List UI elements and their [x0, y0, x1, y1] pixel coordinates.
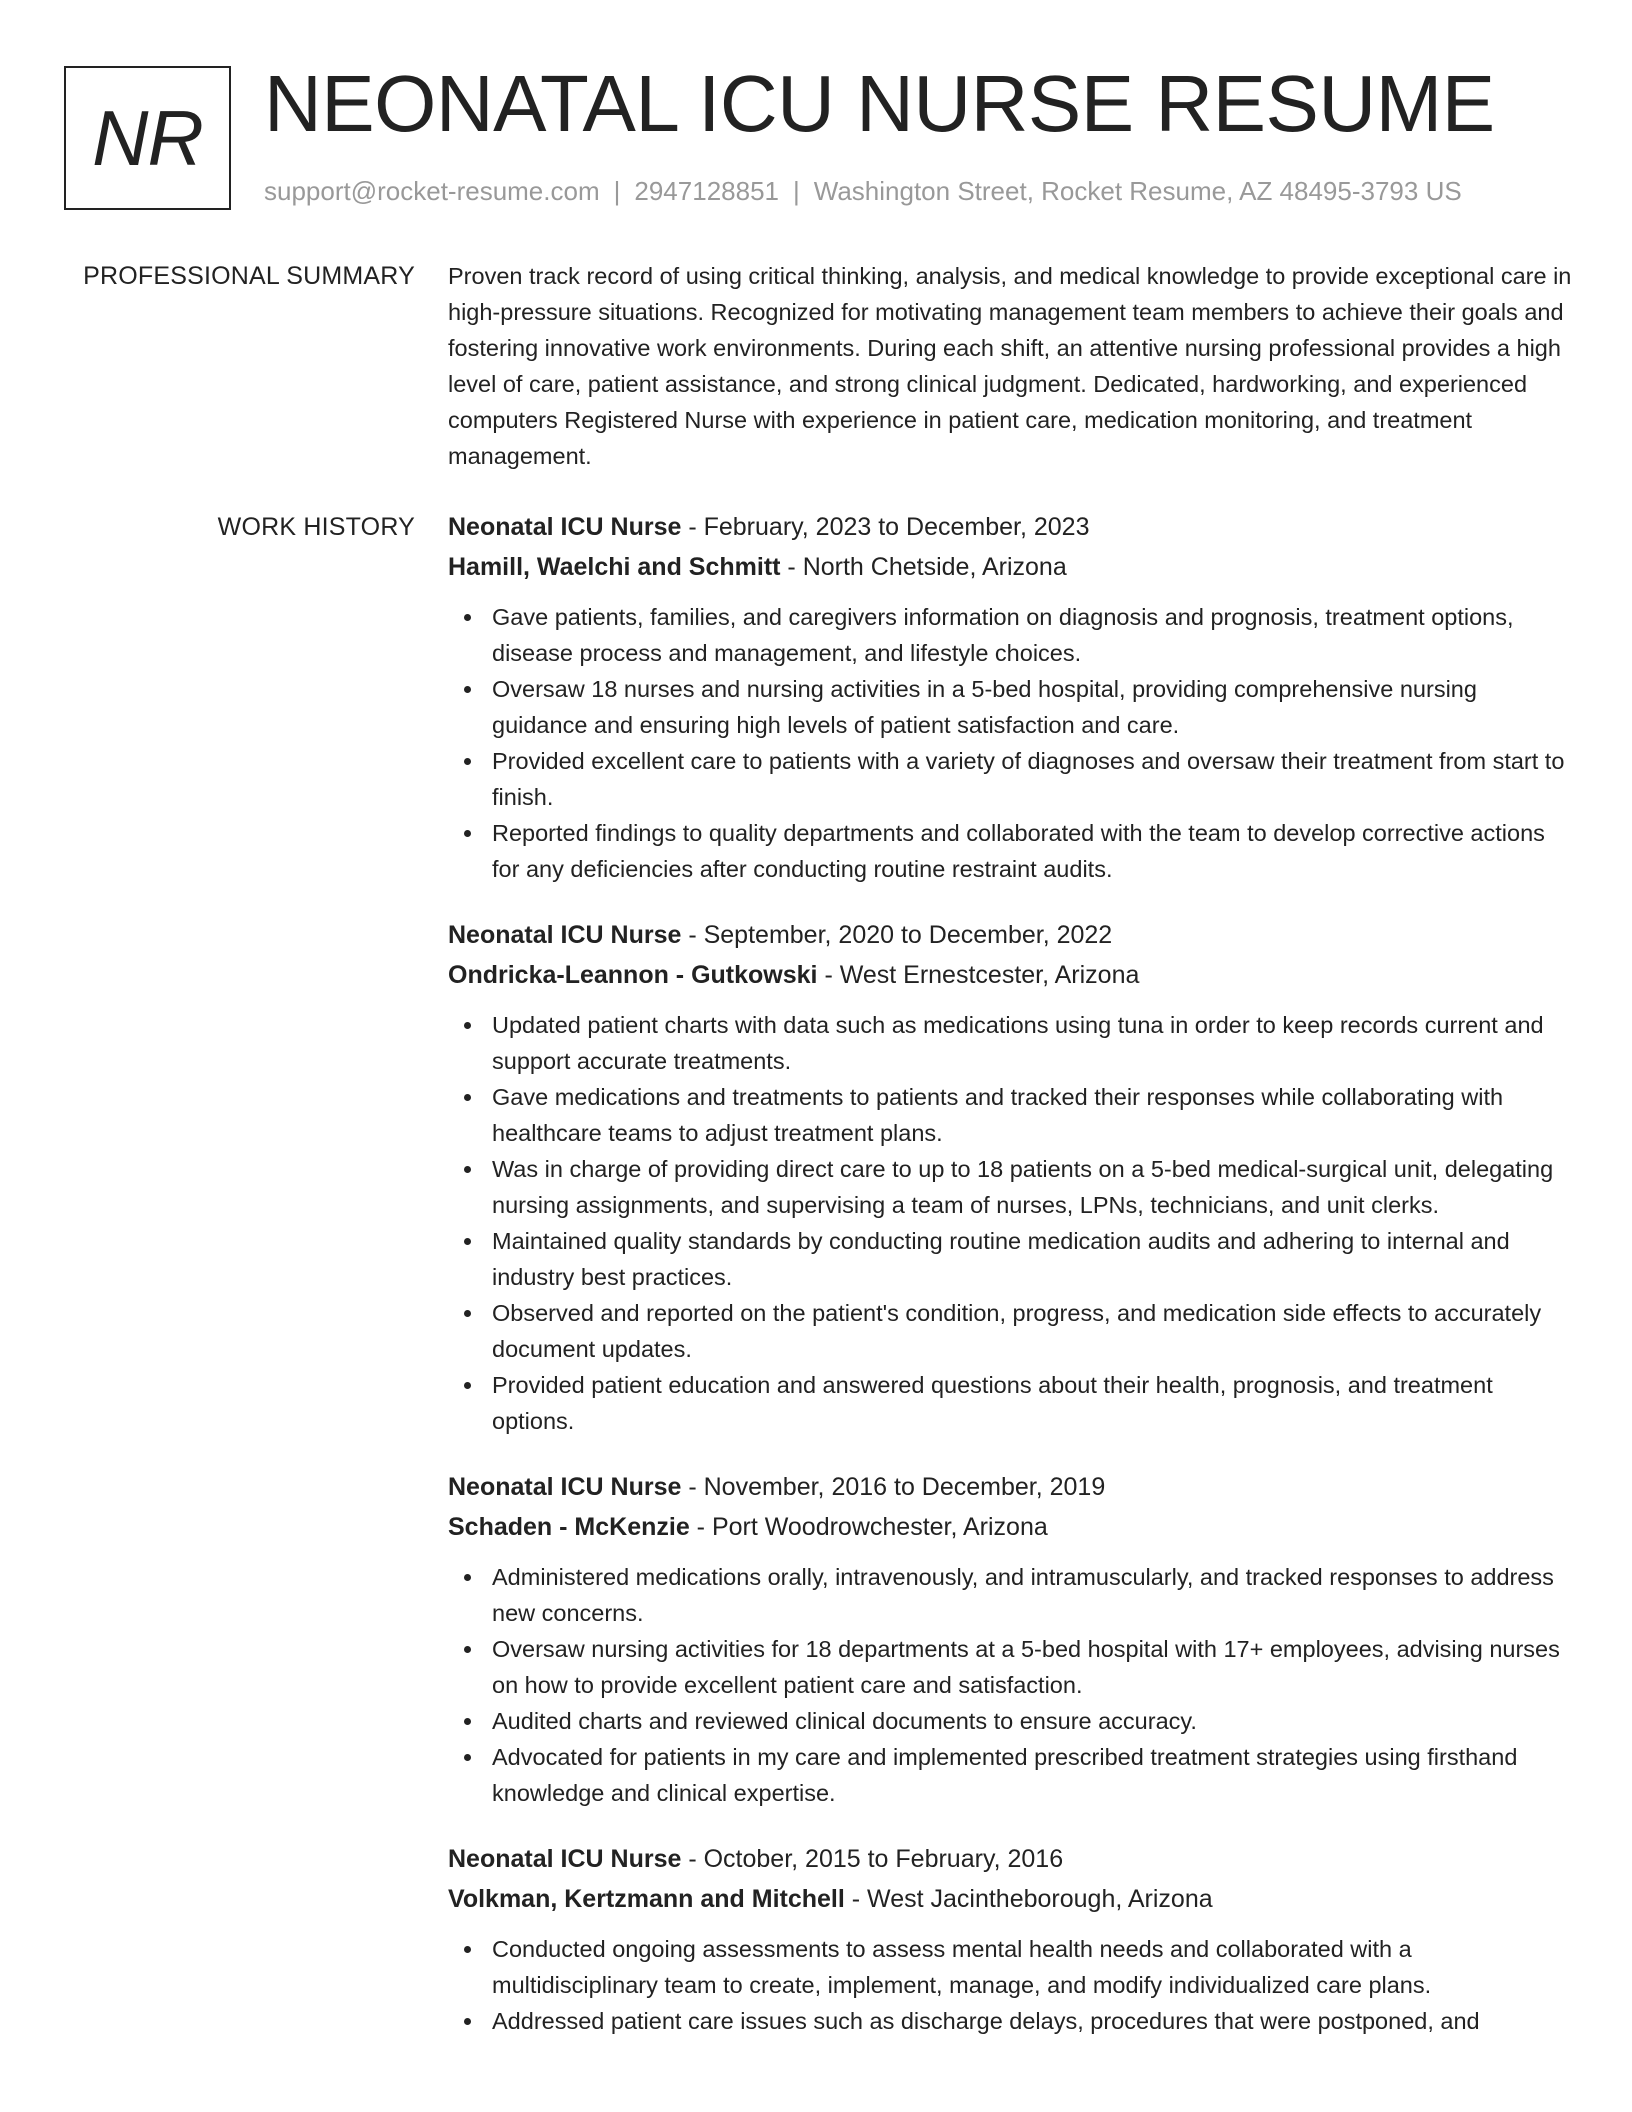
job-employer: Volkman, Kertzmann and Mitchell [448, 1885, 845, 1913]
job-bullet-list [448, 599, 1572, 887]
job-role: Neonatal ICU Nurse [448, 921, 682, 949]
job-entry [448, 1839, 1572, 2039]
work-history-heading: WORK HISTORY [217, 513, 415, 541]
job-bullet: Updated patient charts with data such as medications using tuna in order to keep records current and support accurate treatments. [448, 1007, 1572, 1079]
job-location: - West Ernestcester, Arizona [817, 961, 1140, 989]
job-bullet: Oversaw 18 nurses and nursing activities in a 5-bed hospital, providing comprehensive nursing guidance and ensuring high levels of patient satisfaction and care. [448, 671, 1572, 743]
job-location: - Port Woodrowchester, Arizona [689, 1513, 1048, 1541]
job-bullet: Addressed patient care issues such as discharge delays, procedures that were postponed, and [448, 2003, 1572, 2039]
contact-phone: 2947128851 [634, 176, 779, 206]
job-title-line [448, 1467, 1572, 1507]
job-bullet: Provided excellent care to patients with a variety of diagnoses and oversaw their treatment from start to finish. [448, 743, 1572, 815]
job-entry [448, 1467, 1572, 1811]
job-entry [448, 507, 1572, 887]
job-bullet: Observed and reported on the patient's condition, progress, and medication side effects to accurately document updates. [448, 1295, 1572, 1367]
contact-separator: | [793, 176, 800, 206]
job-employer: Ondricka-Leannon - Gutkowski [448, 961, 818, 989]
contact-address: Washington Street, Rocket Resume, AZ 48495-3793 US [813, 176, 1462, 206]
job-employer: Hamill, Waelchi and Schmitt [448, 553, 781, 581]
work-history-body [448, 507, 1572, 2067]
job-bullet-list [448, 1007, 1572, 1439]
summary-section [0, 258, 1632, 469]
contact-separator: | [613, 176, 621, 206]
summary-heading: PROFESSIONAL SUMMARY [83, 262, 415, 290]
job-location: - North Chetside, Arizona [780, 553, 1067, 581]
job-dates: - October, 2015 to February, 2016 [681, 1845, 1064, 1873]
job-dates: - November, 2016 to December, 2019 [681, 1473, 1106, 1501]
job-bullet: Conducted ongoing assessments to assess mental health needs and collaborated with a multidisciplinary team to create, implement, manage, and modify individualized care plans. [448, 1931, 1572, 2003]
job-title-line [448, 915, 1572, 955]
contact-email: support@rocket-resume.com [264, 176, 600, 206]
job-entry [448, 915, 1572, 1439]
job-bullet: Gave medications and treatments to patients and tracked their responses while collaborating with healthcare teams to adjust treatment plans. [448, 1079, 1572, 1151]
job-dates: - February, 2023 to December, 2023 [681, 513, 1090, 541]
monogram-initials: NR [92, 93, 203, 182]
summary-body [448, 258, 1572, 474]
job-employer-line [448, 1507, 1572, 1547]
contact-line [264, 176, 1462, 207]
monogram-box [64, 66, 231, 210]
work-history-section [0, 507, 1632, 2034]
job-bullet: Administered medications orally, intravenously, and intramuscularly, and tracked responses to address new concerns. [448, 1559, 1572, 1631]
job-employer-line [448, 955, 1572, 995]
job-bullet-list [448, 1931, 1572, 2039]
job-location: - West Jacintheborough, Arizona [844, 1885, 1213, 1913]
job-dates: - September, 2020 to December, 2022 [681, 921, 1113, 949]
job-bullet: Was in charge of providing direct care to up to 18 patients on a 5-bed medical-surgical unit, delegating nursing assignments, and supervising a team of nurses, LPNs, technicians, and unit clerks. [448, 1151, 1572, 1223]
job-bullet: Advocated for patients in my care and implemented prescribed treatment strategies using firsthand knowledge and clinical expertise. [448, 1739, 1572, 1811]
job-bullet: Gave patients, families, and caregivers information on diagnosis and prognosis, treatment options, disease process and management, and lifestyle choices. [448, 599, 1572, 671]
job-title-line [448, 1839, 1572, 1879]
job-bullet: Reported findings to quality departments and collaborated with the team to develop corrective actions for any deficiencies after conducting routine restraint audits. [448, 815, 1572, 887]
resume-title: NEONATAL ICU NURSE RESUME [264, 59, 1495, 148]
job-bullet: Oversaw nursing activities for 18 departments at a 5-bed hospital with 17+ employees, advising nurses on how to provide excellent patient care and satisfaction. [448, 1631, 1572, 1703]
job-role: Neonatal ICU Nurse [448, 513, 682, 541]
job-employer: Schaden - McKenzie [448, 1513, 690, 1541]
job-bullet: Maintained quality standards by conducting routine medication audits and adhering to internal and industry best practices. [448, 1223, 1572, 1295]
job-bullet: Provided patient education and answered questions about their health, prognosis, and treatment options. [448, 1367, 1572, 1439]
job-bullet-list [448, 1559, 1572, 1811]
job-title-line [448, 507, 1572, 547]
job-role: Neonatal ICU Nurse [448, 1473, 682, 1501]
job-employer-line [448, 1879, 1572, 1919]
job-employer-line [448, 547, 1572, 587]
job-bullet: Audited charts and reviewed clinical documents to ensure accuracy. [448, 1703, 1572, 1739]
summary-text: Proven track record of using critical thinking, analysis, and medical knowledge to provide exceptional care in high-pressure situations. Recognized for motivating management team members to achieve their goals and fostering innovative work environments. During each shift, an attentive nursing professional provides a high level of care, patient assistance, and strong clinical judgment. Dedicated, hardworking, and experienced computers Registered Nurse with experience in patient care, medication monitoring, and treatment management. [448, 263, 1572, 469]
job-role: Neonatal ICU Nurse [448, 1845, 682, 1873]
